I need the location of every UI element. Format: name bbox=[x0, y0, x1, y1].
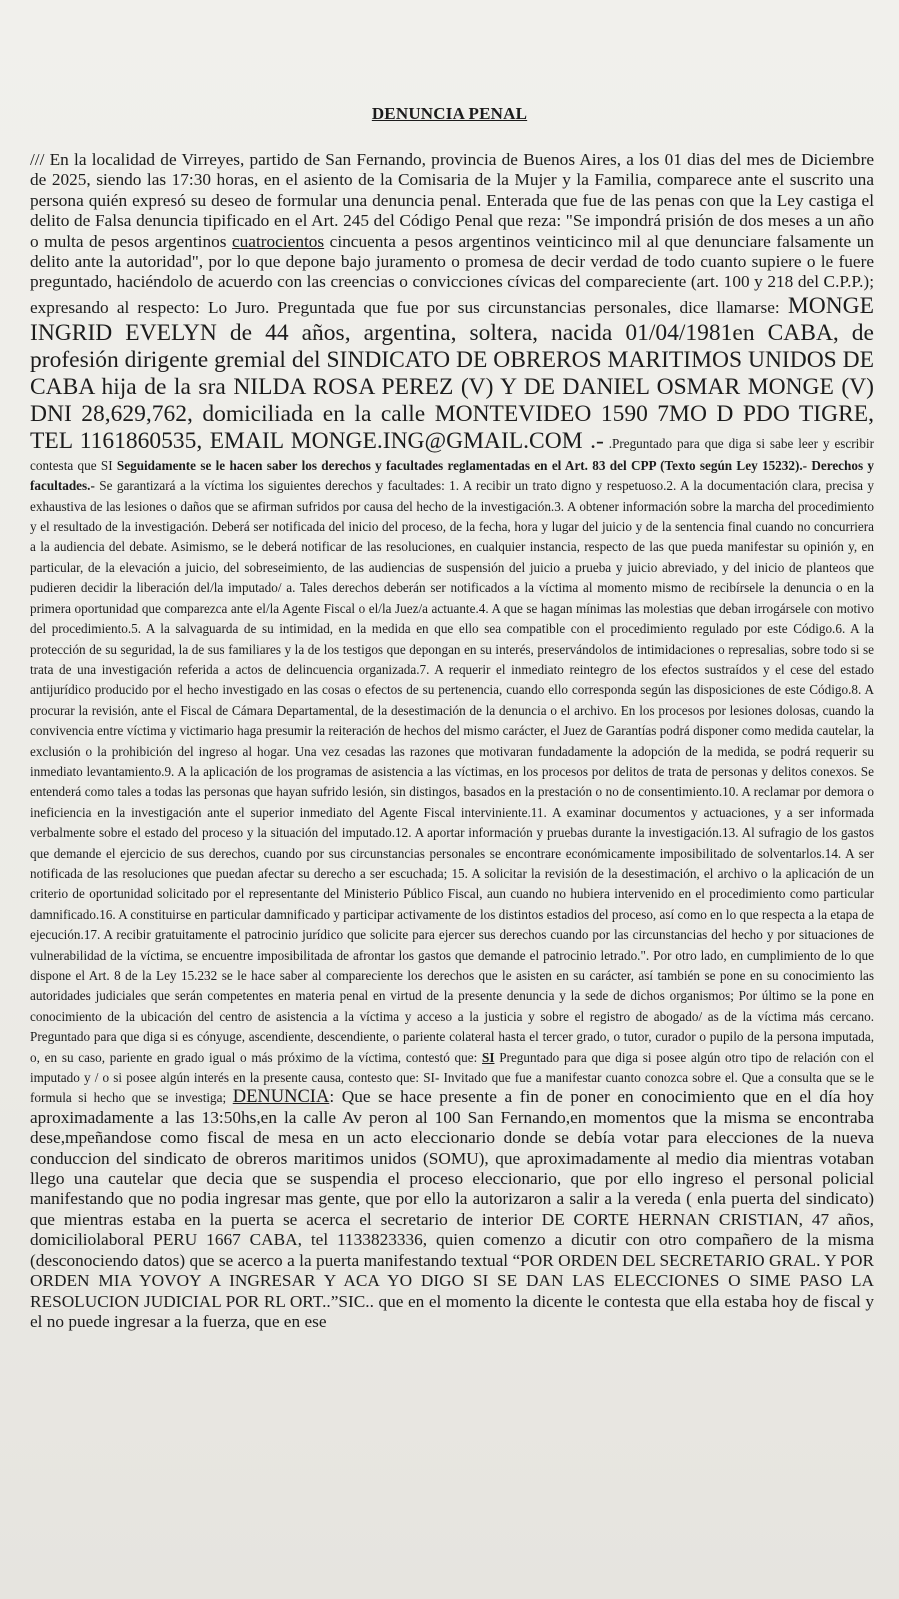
rights-text-continued: Preguntado para que diga si posee algún otro tipo de relación con el imputado y / o si posee algún interés en la presente causa, contesto que: SI- Invitado que fue a manifestar cuanto conozca sobre el. Que a consulta que se le formula si hecho que se investiga; bbox=[30, 1049, 874, 1106]
read-write-text: .Preguntado para que diga si sabe leer y escribir contesta que SI bbox=[30, 435, 874, 473]
underlined-word: cuatrocientos bbox=[232, 231, 325, 251]
intro-text: /// En la localidad de Virreyes, partido de San Fernando, provincia de Buenos Aires, a los 01 dias del mes de Diciembre de 2025, siendo las 17:30 horas, en el asiento de la Comisaria de la Mujer y la Familia, comparece ante el suscrito una persona quién expresó su deseo de formular una denuncia penal. Enterada que fue de las penas con que la Ley castiga el delito de Falsa denuncia tipificado en el Art. 245 del Código Penal que reza: "Se impondrá prisión de dos meses a un año o multa de pesos argentinos bbox=[30, 150, 874, 251]
denuncia-label: DENUNCIA bbox=[232, 1087, 330, 1108]
denuncia-text: : Que se hace presente a fin de poner en conocimiento que en el día hoy aproximadamente a las 13:50hs,en la calle Av peron al 100 San Fernando,en momentos que la misma se encontraba dese,mpeñandose como fiscal de mesa en un acto eleccionario donde se debía votar para elecciones de la nueva conduccion del sindicato de obreros maritimos unidos (SOMU), que aproximadamente al medio dia mientras votaban llego una cautelar que decia que se suspendia el proceso eleccionario, que por ello ingreso el personal policial manifestando que no podia ingresar mas gente, que por ello la autorizaron a salir a la vereda ( enla puerta del sindicato) que mientras estaba en la puerta se acerca el secretario de interior DE CORTE HERNAN CRISTIAN, 47 años, domiciliolaboral PERU 1667 CABA, tel 1133823336, quien comenzo a dicutir con otro compañero de la misma (desconociendo datos) que se acerco a la puerta manifestando textual “POR ORDEN DEL SECRETARIO GRAL. Y POR ORDEN MIA YOVOY A INGRESAR Y ACA YO DIGO SI SE DAN LAS ELECCIONES O SIME PASO LA RESOLUCION JUDICIAL POR RL ORT..”SIC.. que en el momento la dicente le contesta que ella estaba hoy de fiscal y el no puede ingresar a la fuerza, que en ese bbox=[30, 1087, 874, 1331]
rights-text: Se garantizará a la víctima los siguientes derechos y facultades: 1. A recibir un trato digno y respetuoso.2. A la documentación clara, precisa y exhaustiva de las lesiones o daños que se afirman sufridos por causa del hecho de la investigación.3. A obtener información sobre la marcha del procedimiento y el resultado de la investigación. Deberá ser notificada del inicio del proceso, de la fecha, hora y lugar del juicio y de la sentencia final cuando no concurriera a la audiencia del debate. Asimismo, se le deberá notificar de las resoluciones, en cualquier instancia, respecto de las que pueda manifestar su opinión y, en particular, de la elevación a juicio, del sobreseimiento, de las audiencias de suspensión del juicio a prueba y juicio abreviado, y del inicio de planteos que pudieren decidir la liberación del/la imputado/ a. Tales derechos deberán ser notificados a la víctima al momento mismo de recibírsele la denuncia o en la primera oportunidad que comparezca ante el/la Agente Fiscal o el/la Juez/a actuante.4. A que se hagan mínimas las molestias que deban irrogársele con motivo del procedimiento.5. A la salvaguarda de su intimidad, en la medida en que ello sea compatible con el procedimiento regulado por este Código.6. A la protección de su seguridad, la de sus familiares y la de los testigos que depongan en su interés, preservándolos de intimidaciones o represalias, sobre todo si se trata de una investigación referida a actos de delincuencia organizada.7. A requerir el inmediato reintegro de los efectos sustraídos y el cese del estado antijurídico producido por el hecho investigado en las cosas o efectos de su pertenencia, cuando ello corresponda según las disposiciones de este Código.8. A procurar la revisión, ante el Fiscal de Cámara Departamental, de la desestimación de la denuncia o el archivo. En los procesos por lesiones dolosas, cuando la convivencia entre víctima y victimario haga presumir la reiteración de hechos del mismo carácter, el Juez de Garantías podrá disponer como medida cautelar, la exclusión o la prohibición del ingreso al hogar. Una vez cesadas las razones que motivaran fundadamente la adopción de la medida, se podrá requerir su inmediato levantamiento.9. A la aplicación de los programas de asistencia a las víctimas, en los procesos por delitos de trata de personas y delitos conexos. Se entenderá como tales a todas las personas que hayan sufrido lesión, sin distingos, basados en la prestación o no de consentimiento.10. A reclamar por demora o ineficiencia en la investigación ante el superior inmediato del Agente Fiscal interviniente.11. A examinar documentos y actuaciones, y a ser informada verbalmente sobre el estado del proceso y la situación del imputado.12. A aportar información y pruebas durante la investigación.13. Al sufragio de los gastos que demande el ejercicio de sus derechos, cuando por sus circunstancias personales se encontrare económicamente imposibilitado de solventarlos.14. A ser notificada de las resoluciones que puedan afectar su derecho a ser escuchada; 15. A solicitar la revisión de la desestimación, el archivo o la aplicación de un criterio de oportunidad solicitado por el representante del Ministerio Público Fiscal, aun cuando no hubiera intervenido en el procedimiento como particular damnificado.16. A constituirse en particular damnificado y participar activamente de los distintos estadios del proceso, así como en lo que respecta a la etapa de ejecución.17. A recibir gratuitamente el patrocinio jurídico que solicite para ejercer sus derechos cuando por las circunstancias del hecho y por situaciones de vulnerabilidad de la víctima, se encuentre imposibilitada de afrontar los gastos que demande el patrocinio letrado.". Por otro lado, en cumplimiento de lo que dispone el Art. 8 de la Ley 15.232 se le hace saber al compareciente los derechos que le asisten en su carácter, así también se pone en su conocimiento las autoridades judiciales que serán competentes en materia penal en virtud de la presente denuncia y la sede de dichos organismos; Por último se la pone en conocimiento de la ubicación del centro de asistencia a la víctima y acceso a la justicia y sobre el registro de abogado/ as de la víctima más cercano. Preguntado para que diga si es cónyuge, ascendiente, descendiente, o pariente colateral hasta el tercer grado, o tutor, curador o pupilo de la persona imputada, o, en su caso, pariente en grado igual o más próximo de la víctima, contestó que: bbox=[30, 478, 874, 1065]
intro-continued-text: cincuenta a pesos argentinos veinticinco mil al que denunciare falsamente un delito ante la autoridad", por lo que depone bajo juramento o promesa de decir verdad de todo cuanto supiere o le fuere preguntado, haciéndolo de acuerdo con las creencias o convicciones cívicas del compareciente (art. 100 y 218 del C.P.P.); expresando al respecto: Lo Juro. Preguntada que fue por sus circunstancias personales, dice llamarse: bbox=[30, 231, 875, 317]
intro-paragraph bbox=[30, 150, 874, 1332]
document-title: DENUNCIA PENAL bbox=[371, 104, 528, 123]
personal-data-text: MONGE INGRID EVELYN de 44 años, argentina, soltera, nacida 01/04/1981en CABA, de profesión dirigente gremial del SINDICATO DE OBREROS MARITIMOS UNIDOS DE CABA hija de la sra NILDA ROSA PEREZ (V) Y DE DANIEL OSMAR MONGE (V) DNI 28,629,762, domiciliada en la calle MONTEVIDEO 1590 7MO D PDO TIGRE, TEL 1161860535, EMAIL MONGE.ING@GMAIL.COM .- bbox=[30, 292, 874, 454]
rights-heading: Seguidamente se le hacen saber los derechos y facultades reglamentadas en el Art. 83 del CPP (Texto según Ley 15232).- Derechos y facultades.- bbox=[30, 457, 874, 494]
si-answer: SI bbox=[482, 1049, 495, 1065]
document-body bbox=[30, 150, 874, 1332]
